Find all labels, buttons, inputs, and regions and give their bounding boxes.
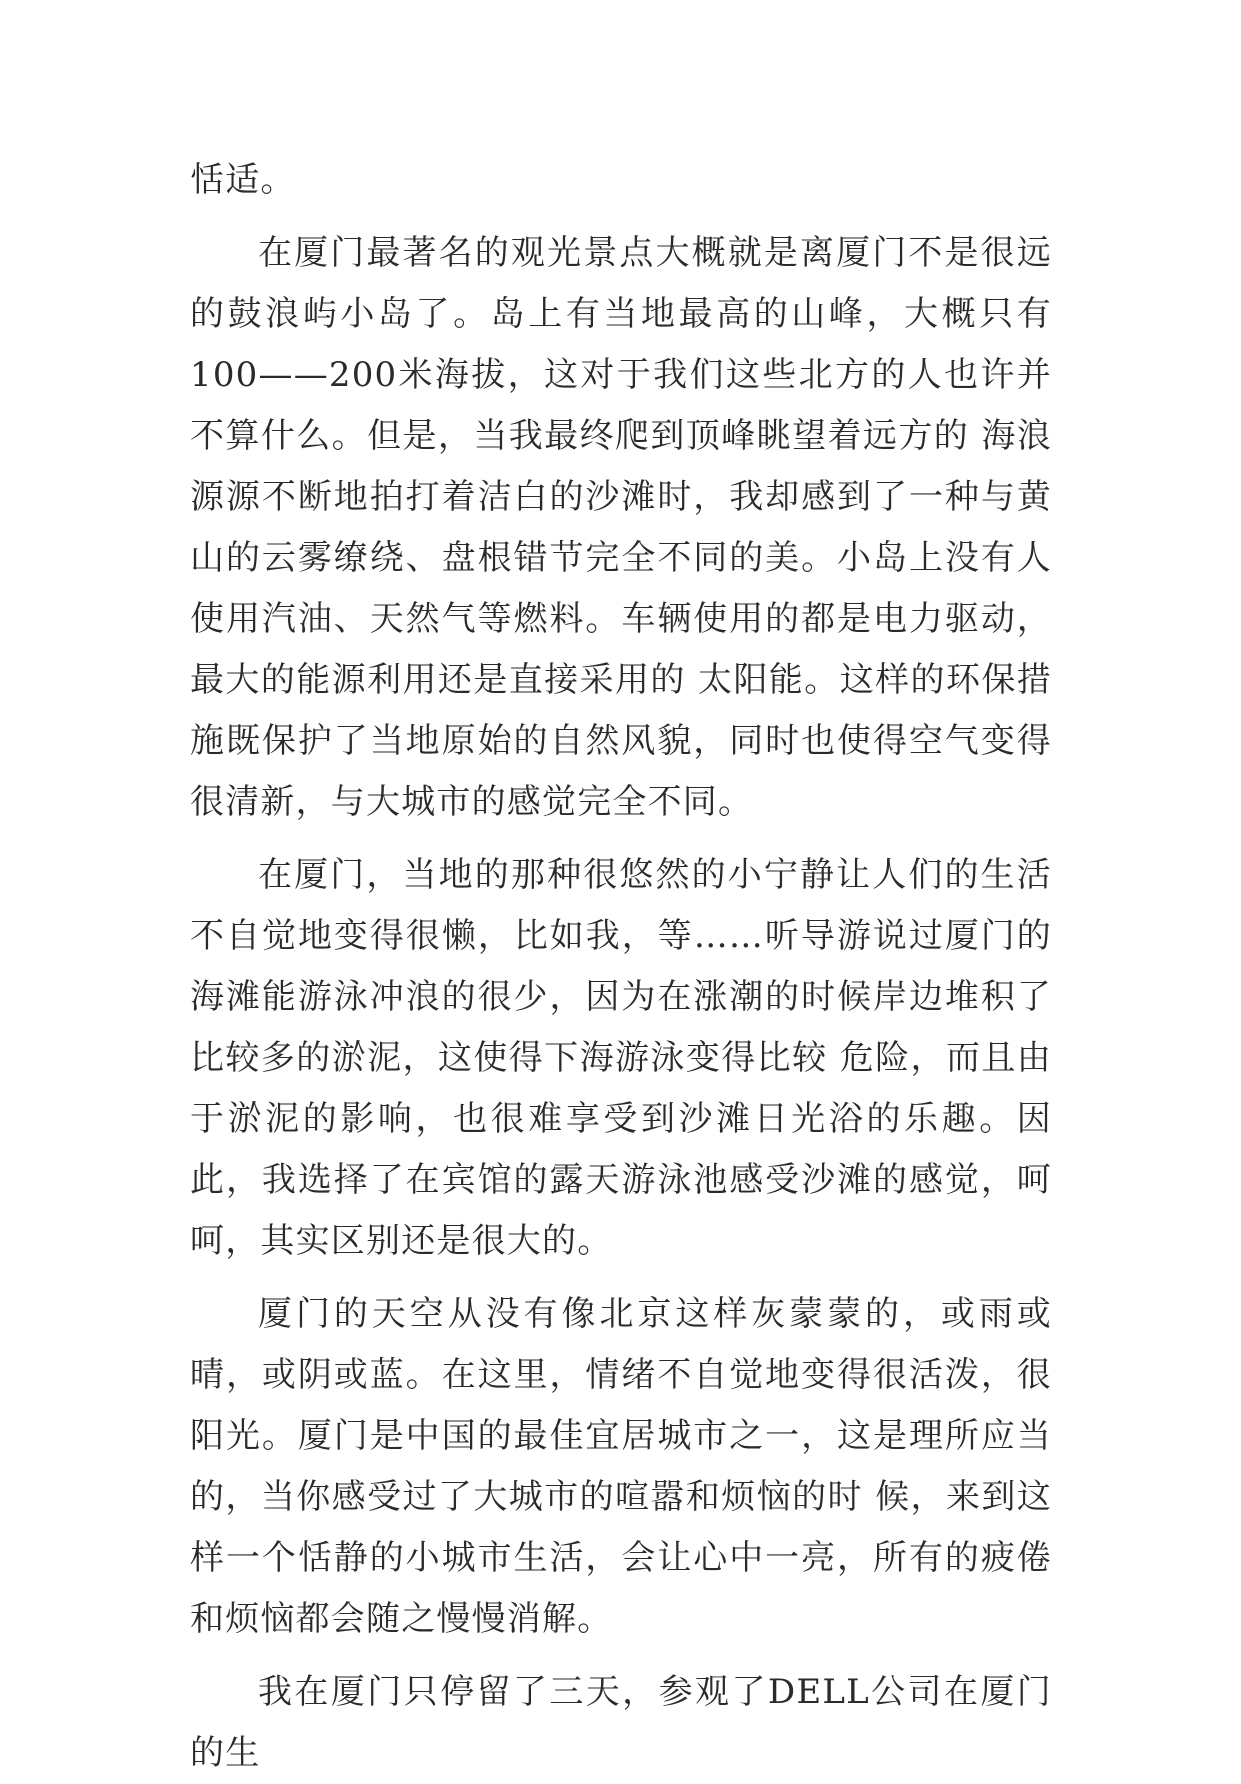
paragraph-gulangyu: 在厦门最著名的观光景点大概就是离厦门不是很远的鼓浪屿小岛了。岛上有当地最高的山峰，大概只有100——200米海拔，这对于我们这些北方的人也许并不算什么。但是，当我最终爬到顶峰眺望着远方的 海浪源源不断地拍打着洁白的沙滩时，我却感到了一种与黄山的云雾缭绕、盘根错节完全不同的美。小岛上没有人使用汽油、天然气等燃料。车辆使用的都是电力驱动，最大的能源利用还是直接采用的 太阳能。这样的环保措施既保护了当地原始的自然风貌，同时也使得空气变得很清新，与大城市的感觉完全不同。 bbox=[190, 233, 1052, 822]
paragraph-continuation: 恬适。 bbox=[190, 160, 296, 200]
document-body bbox=[190, 150, 1052, 1784]
paragraph-dell-visit: 我在厦门只停留了三天，参观了DELL公司在厦门的生 bbox=[190, 1672, 1052, 1773]
paragraph-leisure: 在厦门，当地的那种很悠然的小宁静让人们的生活不自觉地变得很懒，比如我，等……听导游说过厦门的海滩能游泳冲浪的很少，因为在涨潮的时候岸边堆积了比较多的淤泥，这使得下海游泳变得比较 危险，而且由于淤泥的影响，也很难享受到沙滩日光浴的乐趣。因此，我选择了在宾馆的露天游泳池感受沙滩的感觉，呵呵，其实区别还是很大的。 bbox=[190, 855, 1052, 1261]
paragraph-sky: 厦门的天空从没有像北京这样灰蒙蒙的，或雨或晴，或阴或蓝。在这里，情绪不自觉地变得很活泼，很阳光。厦门是中国的最佳宜居城市之一，这是理所应当的，当你感受过了大城市的喧嚣和烦恼的时 候，来到这样一个恬静的小城市生活，会让心中一亮，所有的疲倦和烦恼都会随之慢慢消解。 bbox=[190, 1294, 1052, 1639]
